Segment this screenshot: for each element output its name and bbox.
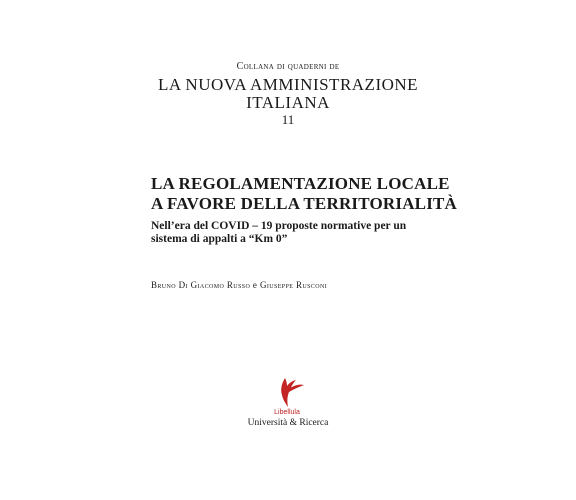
- book-subtitle: Nell’era del COVID – 19 proposte normative per un sistema di appalti a “Km 0”: [151, 220, 407, 245]
- book-title-line-2: A FAVORE DELLA TERRITORIALITÀ: [151, 194, 458, 213]
- series-title-line-2: ITALIANA: [246, 93, 330, 112]
- series-label: Collana di quaderni de: [236, 61, 340, 72]
- book-title-block: [151, 174, 481, 246]
- authors-line: [151, 280, 327, 290]
- author-conjunction: e: [252, 280, 258, 290]
- publisher-logo: [252, 375, 322, 417]
- dragonfly-logo-icon: [252, 375, 322, 409]
- book-title-line-1: LA REGOLAMENTAZIONE LOCALE: [151, 174, 450, 193]
- series-number: 11: [281, 112, 295, 127]
- author-2: Giuseppe Rusconi: [259, 280, 328, 290]
- publisher-logo-text: Libellula: [274, 409, 300, 416]
- publisher-imprint: Università & Ricerca: [247, 418, 329, 428]
- author-1: Bruno Di Giacomo Russo: [151, 280, 251, 290]
- series-title-line-1: LA NUOVA AMMINISTRAZIONE: [157, 75, 419, 94]
